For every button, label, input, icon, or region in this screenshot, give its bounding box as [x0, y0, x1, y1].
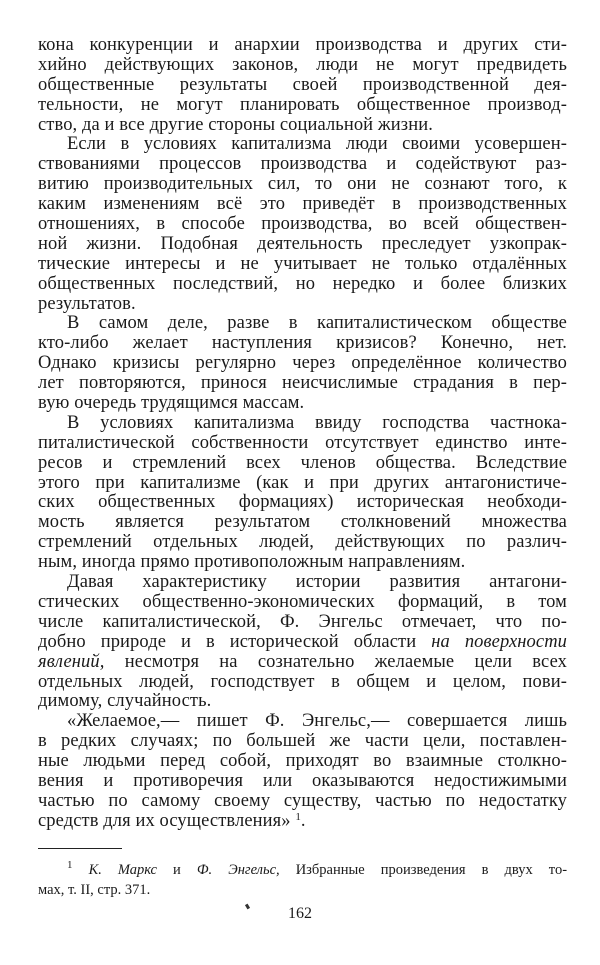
text-segment: результатов. [38, 293, 136, 314]
text-line [38, 314, 567, 334]
text-segment: хийно действующих законов, люди не могут предвидеть [38, 54, 567, 75]
text-line [38, 454, 567, 474]
text-segment: ной жизни. Подобная деятельность преследует узкопрак- [38, 233, 567, 254]
paragraph [38, 314, 567, 413]
text-line [38, 36, 567, 56]
text-line [38, 553, 567, 573]
text-line [38, 96, 567, 116]
text-line [38, 812, 567, 832]
text-segment: числе капиталистической, Ф. Энгельс отмечает, что по- [38, 611, 567, 632]
text-segment: тельности, не могут планировать общественное производ- [38, 94, 567, 115]
text-segment: димому, случайность. [38, 691, 212, 712]
paragraph [38, 573, 567, 712]
text-line [38, 334, 567, 354]
text-segment: и [156, 862, 197, 878]
text-line [38, 155, 567, 175]
text-line [38, 394, 567, 414]
text-segment: этого при капитализме (как и при других антагонистиче- [38, 472, 567, 493]
text-segment: Если в условиях капитализма люди своими усовершен- [67, 134, 567, 155]
text-segment: отдельных людей, господствует в общем и целом, пови- [38, 671, 567, 692]
text-line [38, 56, 567, 76]
text-line [38, 414, 567, 434]
text-segment: вую очередь трудящимся массам. [38, 393, 305, 414]
text-segment: общественные результаты своей производственной дея- [38, 74, 567, 95]
text-line [38, 792, 567, 812]
text-line [38, 860, 567, 880]
text-line [38, 653, 567, 673]
footnote-marker[interactable]: 1 [295, 810, 301, 823]
text-segment: ные людьми перед собой, приходят во взаимные столкно- [38, 751, 567, 772]
text-segment: питалистической собственности отсутствует единство инте- [38, 432, 567, 453]
italic-text: явлений, [38, 651, 105, 672]
text-line [38, 692, 567, 712]
text-segment: витию производительных сил, то они не сознают того, к [38, 174, 567, 195]
text-line [38, 374, 567, 394]
text-segment: кто-либо желает наступления кризисов? Конечно, нет. [38, 333, 567, 354]
text-line [38, 513, 567, 533]
text-segment: ресов и стремлений всех членов общества. Вследствие [38, 452, 567, 473]
text-segment: В условиях капитализма ввиду господства частнока- [67, 412, 567, 433]
text-segment: Однако кризисы регулярно через определённое количество [38, 353, 567, 374]
italic-text: на поверхности [431, 631, 567, 652]
text-segment: стремлений отдельных людей, действующих по различ- [38, 532, 567, 553]
text-segment: добно природе и в исторической области [38, 631, 432, 652]
footnote-marker[interactable]: 1 [67, 859, 73, 871]
text-line [38, 712, 567, 732]
paragraph [38, 414, 567, 573]
italic-text: К. Маркс [88, 862, 157, 878]
text-segment: «Желаемое,— пишет Ф. Энгельс,— совершается лишь [67, 711, 567, 732]
text-segment: ских общественных формациях) историческая необходи- [38, 492, 567, 513]
text-segment: общественных последствий, но нередко и более близких [38, 273, 567, 294]
text-line [38, 275, 567, 295]
text-segment: частью по самому своему существу, частью по недостатку [38, 790, 567, 811]
text-line [38, 434, 567, 454]
text-line [38, 752, 567, 772]
text-segment: каким изменениям всё это приведёт в производственных [38, 194, 567, 215]
text-line [38, 493, 567, 513]
text-segment: лет повторяются, принося неисчислимые страдания в пер- [38, 373, 567, 394]
footnote [38, 860, 567, 900]
paragraph [38, 135, 567, 314]
text-line [38, 533, 567, 553]
footnote-divider [38, 848, 122, 849]
text-segment: мах, т. II, стр. 371. [38, 882, 151, 898]
text-segment: ство, да и все другие стороны социальной жизни. [38, 114, 433, 135]
paragraph [38, 36, 567, 135]
text-line [38, 116, 567, 136]
text-line [38, 354, 567, 374]
text-segment: несмотря на сознательно желаемые цели всех [104, 651, 567, 672]
text-line [38, 633, 567, 653]
text-segment [73, 862, 89, 878]
text-line [38, 255, 567, 275]
text-line [38, 295, 567, 315]
text-segment: ным, иногда прямо противоположным направлениям. [38, 552, 466, 573]
text-line [38, 215, 567, 235]
text-segment: . [300, 810, 306, 831]
text-line [38, 732, 567, 752]
text-line [38, 880, 567, 900]
text-segment: кона конкуренции и анархии производства и других сти- [38, 35, 567, 55]
text-line [38, 772, 567, 792]
page-number: 162 [288, 905, 312, 922]
text-line [38, 235, 567, 255]
text-line [38, 195, 567, 215]
text-line [38, 76, 567, 96]
text-segment: мость является результатом столкновений множества [38, 512, 567, 533]
text-segment: Давая характеристику истории развития антагони- [67, 572, 567, 593]
text-line [38, 573, 567, 593]
italic-text: Ф. Энгельс, [196, 862, 280, 878]
text-segment: отношениях, в способе производства, во всей обществен- [38, 214, 567, 235]
text-line [38, 673, 567, 693]
paragraph [38, 712, 567, 831]
text-segment: ствованиями процессов производства и содействуют раз- [38, 154, 567, 175]
text-segment: в редких случаях; по большей же части цели, поставлен- [38, 731, 567, 752]
text-line [38, 613, 567, 633]
text-segment: тические интересы и не учитывает не только отдалённых [38, 253, 567, 274]
text-segment: вения и противоречия или оказываются недостижимыми [38, 770, 567, 791]
text-segment: стических общественно-экономических формаций, в том [38, 591, 567, 612]
text-line [38, 175, 567, 195]
text-line [38, 593, 567, 613]
body-text [38, 36, 567, 832]
text-line [38, 135, 567, 155]
text-segment: Избранные произведения в двух то- [279, 862, 568, 878]
text-segment: В самом деле, разве в капиталистическом обществе [67, 313, 567, 334]
text-line [38, 474, 567, 494]
text-segment: средств для их осуществления» [38, 810, 296, 831]
